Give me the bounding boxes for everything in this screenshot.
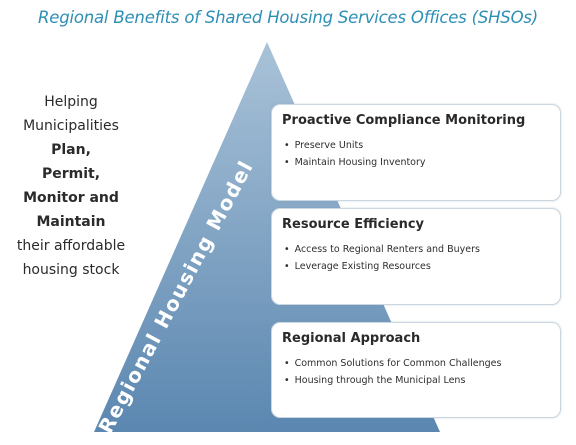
box-title: Proactive Compliance Monitoring <box>282 113 526 128</box>
box-resource-efficiency <box>271 208 561 305</box>
bullet-list <box>284 355 501 389</box>
box-title: Resource Efficiency <box>282 217 425 232</box>
side-line-1: Helping <box>44 94 98 110</box>
side-line-5: Monitor and <box>23 190 119 206</box>
side-line-8: housing stock <box>22 262 120 278</box>
bullet-item: • Preserve Units <box>284 137 426 154</box>
box-proactive-compliance <box>271 104 561 201</box>
side-line-3: Plan, <box>51 142 91 158</box>
side-line-4: Permit, <box>41 166 101 182</box>
side-description <box>2 90 140 282</box>
bullet-item: • Maintain Housing Inventory <box>284 154 426 171</box>
bullet-list <box>284 241 480 275</box>
bullet-item: • Leverage Existing Resources <box>284 258 480 275</box>
pyramid-label: Regional Housing Model <box>93 156 259 438</box>
side-line-6: Maintain <box>36 214 106 230</box>
bullet-list <box>284 137 426 171</box>
bullet-item: • Common Solutions for Common Challenges <box>284 355 501 372</box>
side-line-7: their affordable <box>16 238 126 254</box>
box-regional-approach <box>271 322 561 418</box>
side-line-2: Municipalities <box>23 118 119 134</box>
bullet-item: • Housing through the Municipal Lens <box>284 372 501 389</box>
diagram-title: Regional Benefits of Shared Housing Services Offices (SHSOs) <box>38 8 538 27</box>
bullet-item: • Access to Regional Renters and Buyers <box>284 241 480 258</box>
box-title: Regional Approach <box>282 331 421 346</box>
